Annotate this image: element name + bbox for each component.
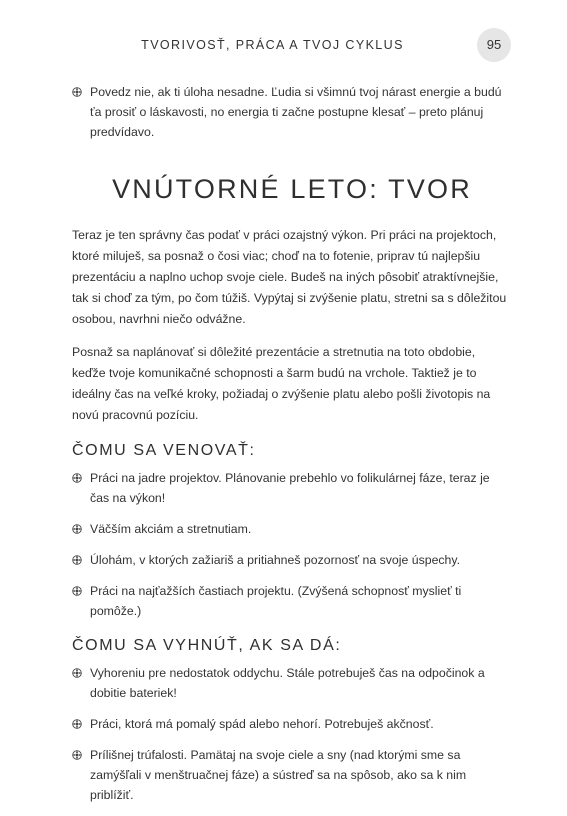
list-item: [72, 519, 512, 539]
list-item-text: Povedz nie, ak ti úloha nesadne. Ľudia si všimnú tvoj nárast energie a budú ťa prosiť o láskavosti, no energia ti začne postupne klesať – preto plánuj predvídavo.: [90, 85, 502, 139]
list-item-text: Práci, ktorá má pomalý spád alebo nehorí. Potrebuješ akčnosť.: [90, 717, 434, 731]
page-number: 95: [477, 28, 511, 62]
flower-bullet-icon: [72, 524, 82, 534]
list-item-text: Práci na najťažších častiach projektu. (Zvýšená schopnosť myslieť ti pomôže.): [90, 584, 462, 618]
flower-bullet-icon: [72, 555, 82, 565]
body-paragraph: Posnaž sa naplánovať si dôležité prezentácie a stretnutia na toto obdobie, keďže tvoje komunikačné schopnosti a šarm budú na vrchole. Taktiež je to ideálny čas na veľké kroky, požiadaj o zvýšenie platu alebo pošli životopis na novú pracovnú pozíciu.: [72, 345, 491, 422]
list-item: [72, 550, 512, 570]
list-item: [72, 581, 512, 621]
flower-bullet-icon: [72, 750, 82, 760]
list-item-text: Práci na jadre projektov. Plánovanie prebehlo vo folikulárnej fáze, teraz je čas na výkon!: [90, 471, 490, 505]
page-content: [72, 82, 512, 816]
running-title: TVORIVOSŤ, PRÁCA A TVOJ CYKLUS: [141, 38, 404, 52]
list-item: [72, 714, 512, 734]
list-item: [72, 745, 512, 805]
intro-list: [72, 82, 512, 142]
list-item-text: Prílišnej trúfalosti. Pamätaj na svoje ciele a sny (nad ktorými sme sa zamýšľali v menštruačnej fáze) a sústreď sa na spôsob, ako sa k nim priblížiť.: [90, 748, 467, 802]
focus-heading: ČOMU SA VENOVAŤ:: [72, 442, 256, 459]
flower-bullet-icon: [72, 473, 82, 483]
flower-bullet-icon: [72, 668, 82, 678]
avoid-list: [72, 663, 512, 805]
list-item-text: Vyhoreniu pre nedostatok oddychu. Stále potrebuješ čas na odpočinok a dobitie bateriek!: [90, 666, 485, 700]
avoid-heading: ČOMU SA VYHNÚŤ, AK SA DÁ:: [72, 637, 342, 654]
body-paragraph: Teraz je ten správny čas podať v práci ozajstný výkon. Pri práci na projektoch, ktoré miluješ, sa posnaž o čosi viac; choď na to fotenie, priprav tú najlepšiu prezentáciu a naplno uchop svoje ciele. Budeš na iných pôsobiť atraktívnejšie, tak si choď za tým, po čom túžiš. Vypýtaj si zvýšenie platu, stretni sa s dôležitou osobou, navrhni niečo odvážne.: [72, 228, 507, 326]
list-item: [72, 82, 512, 142]
list-item: [72, 468, 512, 508]
list-item-text: Väčším akciám a stretnutiam.: [90, 522, 252, 536]
running-header: [0, 35, 567, 55]
focus-list: [72, 468, 512, 621]
flower-bullet-icon: [72, 87, 82, 97]
flower-bullet-icon: [72, 586, 82, 596]
flower-bullet-icon: [72, 719, 82, 729]
list-item-text: Úlohám, v ktorých zažiariš a pritiahneš pozornosť na svoje úspechy.: [90, 553, 461, 567]
section-title: VNÚTORNÉ LETO: TVOR: [112, 174, 472, 204]
list-item: [72, 663, 512, 703]
